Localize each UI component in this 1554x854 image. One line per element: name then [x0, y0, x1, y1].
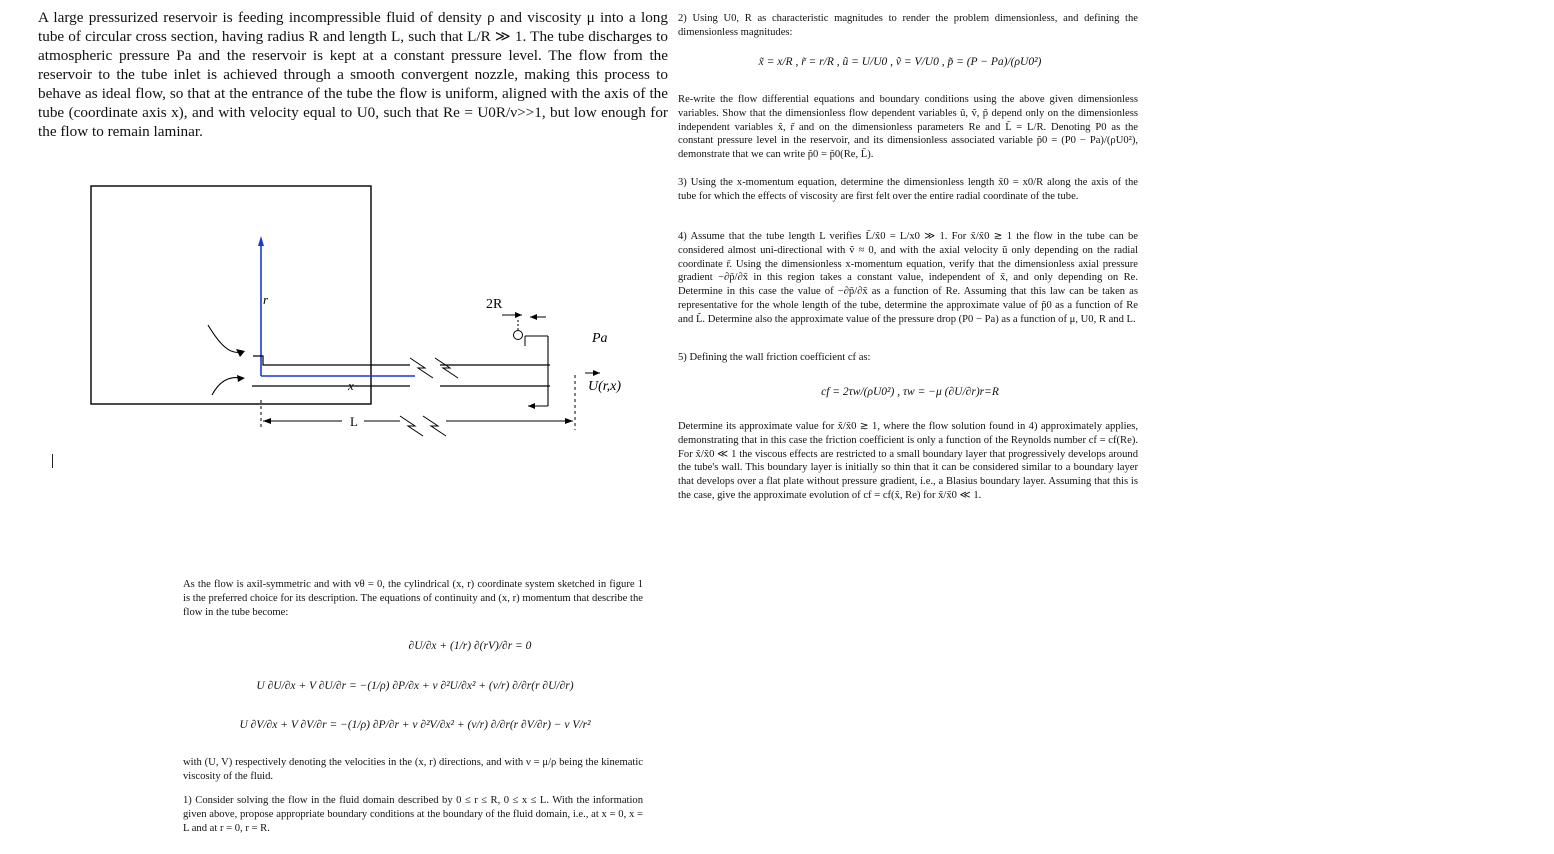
r-axis-arrow: [258, 236, 264, 246]
reservoir-box: [91, 186, 371, 404]
friction-coefficient-equation: cf = 2τw/(ρU0²) , τw = −μ (∂U/∂r)r=R: [821, 386, 999, 398]
question-5-intro-text: 5) Defining the wall friction coefficient cf as:: [678, 352, 871, 363]
continuity-equation: ∂U/∂x + (1/r) ∂(rV)/∂r = 0: [408, 640, 532, 652]
question-2-intro: [678, 12, 1138, 40]
question-2-body-text: Re-write the flow differential equations and boundary conditions using the above given dimensionless variables. Show that the dimensionless flow dependent variables ũ, ṽ, p̃ depend only on the dimensionless independent variables x̃, r̃ and on the dimensionless parameters Re and L̃ = L/R. Denoting P0 as the constant pressure level in the reservoir, and its dimensionless associated variable p̃0 = (P0 − Pa)/(ρU0²), demonstrate that we can write p̃0 = p̃0(Re, L̃).: [678, 94, 1138, 161]
question-5-intro: [678, 351, 1138, 365]
2r-arrowhead-right: [530, 314, 537, 320]
label-x: x: [348, 378, 354, 393]
outlet-arrowhead-bottom: [528, 403, 535, 409]
inflow-arrow-lower: [212, 378, 242, 395]
break-mark-2: [435, 358, 458, 378]
question-5-body-text: Determine its approximate value for x̃/x̃0 ≳ 1, where the flow solution found in 4) approximately applies, demonstrating that in this case the friction coefficient is only a function of the Reynolds number cf = cf(Re). For x̃/x̃0 ≪ 1 the viscous effects are restricted to a small boundary layer that progressively develops around the tube's wall. This boundary layer is initially so thin that it can be considered similar to a boundary layer that develops over a flat plate without pressure gradient, i.e., a Blasius boundary layer. Assuming that this is the case, give the approximate evolution of cf = cf(x̃, Re) for x̃/x̃0 ≪ 1.: [678, 421, 1138, 501]
label-U: U(r,x): [588, 379, 622, 394]
dimensionless-variables-equation: x̃ = x/R , r̃ = r/R , ũ = U/U0 , ṽ = V/U0 , p̃ = (P − Pa)/(ρU0²): [758, 56, 1042, 68]
l-break-mark-2: [423, 416, 446, 436]
question-1: [183, 794, 643, 835]
question-1-text: 1) Consider solving the flow in the fluid domain described by 0 ≤ r ≤ R, 0 ≤ x ≤ L. With the information given above, propose appropriate boundary conditions at the boundary of the fluid domain, i.e., at x = 0, x = L and at r = 0, r = R.: [183, 795, 643, 834]
label-r: r: [263, 292, 269, 307]
l-dim-arrowhead-left: [263, 418, 271, 424]
break-mark-1: [410, 358, 433, 378]
l-break-mark-1: [400, 416, 423, 436]
question-2-intro-text: 2) Using U0, R as characteristic magnitudes to render the problem dimensionless, and defining the dimensionless magnitudes:: [678, 13, 1138, 38]
problem-statement: [38, 8, 668, 141]
question-5-body: [678, 420, 1138, 503]
question-3: [678, 176, 1138, 204]
outlet-center-marker: [514, 331, 523, 340]
2r-arrowhead-left: [515, 312, 522, 318]
r-momentum-equation: U ∂V/∂x + V ∂V/∂r = −(1/ρ) ∂P/∂r + ν ∂²V/∂x² + (ν/r) ∂/∂r(r ∂V/∂r) − ν V/r²: [239, 719, 591, 731]
left-column: [183, 578, 643, 619]
label-L: L: [350, 414, 358, 429]
equations-intro: As the flow is axil-symmetric and with vθ = 0, the cylindrical (x, r) coordinate system sketched in figure 1 is the preferred choice for its description. The equations of continuity and (x, r) momentum that describe the flow in the tube become:: [183, 579, 643, 618]
tube-upper-wall: [253, 356, 410, 365]
text-cursor: [52, 454, 53, 468]
x-momentum-equation: U ∂U/∂x + V ∂U/∂r = −(1/ρ) ∂P/∂x + ν ∂²U/∂x² + (ν/r) ∂/∂r(r ∂U/∂r): [256, 680, 574, 692]
question-2-body: [678, 93, 1138, 162]
question-4-text: 4) Assume that the tube length L verifies L̃/x̃0 = L/x0 ≫ 1. For x̃/x̃0 ≳ 1 the flow in the tube can be considered almost uni-directional with ṽ ≈ 0, and with the axial velocity ũ only depending on the radial coordinate r̃. Using the dimensionless x-momentum equation, verify that the dimensionless axial pressure gradient −∂p̃/∂x̃ in this region takes a constant value, independent of x̃, and only depending on Re. Determine in this case the value of −∂p̃/∂x̃ as a function of Re. Assuming that this law can be taken as representative for the whole length of the tube, determine the approximate value of p̃0 as a function of Re and L̃. Determine also the approximate value of the pressure drop (P0 − Pa) as a function of μ, U0, R and L.: [678, 231, 1138, 325]
label-Pa: Pa: [592, 331, 608, 346]
label-2R: 2R: [486, 297, 503, 312]
velocities-paragraph: with (U, V) respectively denoting the velocities in the (x, r) directions, and with ν = μ/ρ being the kinematic viscosity of the fluid.: [183, 757, 643, 782]
kinematic-viscosity-note: [183, 756, 643, 784]
l-dim-arrowhead-right: [565, 418, 573, 424]
inflow-arrow-upper: [208, 325, 242, 353]
question-4: [678, 230, 1138, 327]
reservoir-tube-figure: [80, 180, 650, 450]
u-arrowhead: [593, 370, 600, 376]
intro-paragraph: A large pressurized reservoir is feeding incompressible fluid of density ρ and viscosity μ into a long tube of circular cross section, having radius R and length L, such that L/R ≫ 1. The tube discharges to atmospheric pressure Pa and the reservoir is kept at a constant pressure level. The flow from the reservoir to the tube inlet is achieved through a smooth convergent nozzle, making this process to behave as ideal flow, so that at the entrance of the tube the flow is uniform, aligned with the axis of the tube (coordinate axis x), and with velocity equal to U0, such that Re = U0R/ν>>1, but low enough for the flow to remain laminar.: [38, 9, 668, 140]
question-3-text: 3) Using the x-momentum equation, determine the dimensionless length x̃0 = x0/R along the axis of the tube for which the effects of viscosity are first felt over the entire radial coordinate of the tube.: [678, 177, 1138, 202]
inflow-arrowhead-lower: [237, 375, 245, 382]
